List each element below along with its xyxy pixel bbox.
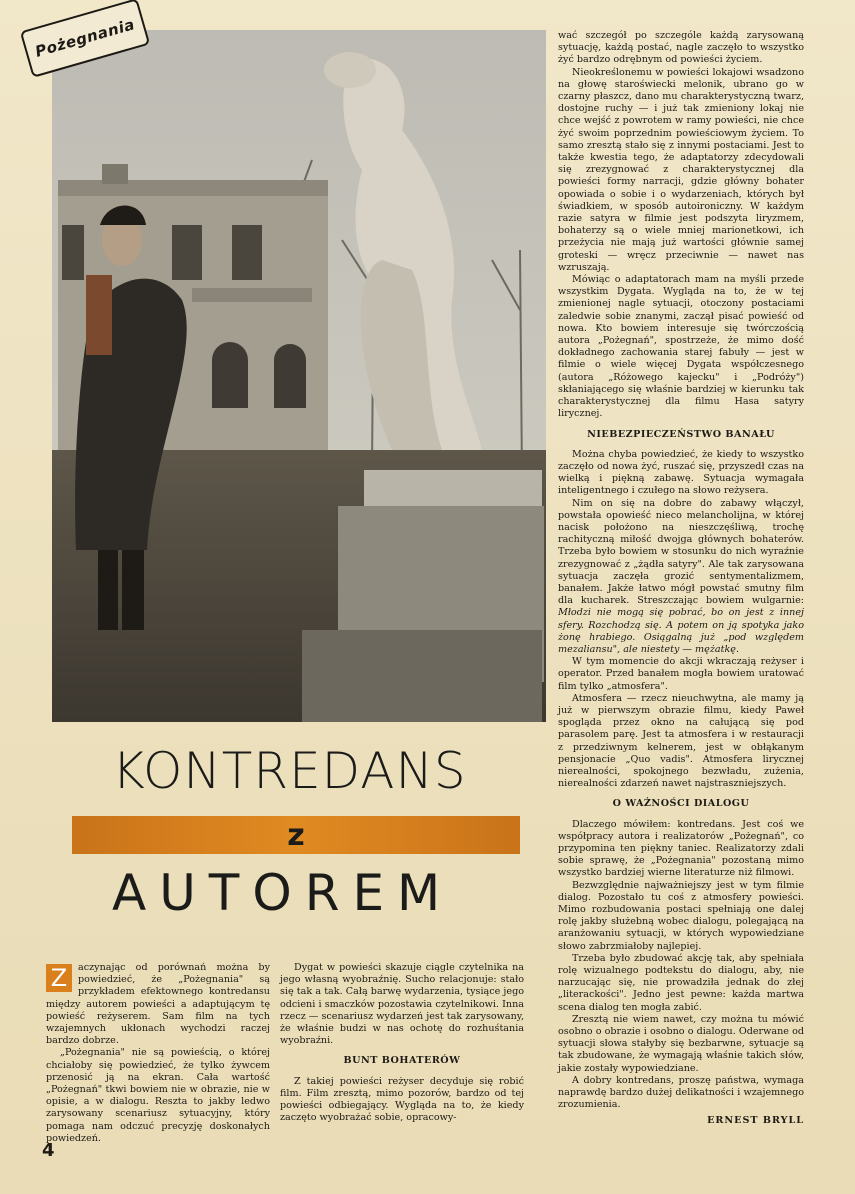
title-orange-band xyxy=(72,816,520,854)
paragraph: W tym momencie do akcji wkraczają reżyser i operator. Przed banałem mogła bowiem uratować film tylko „atmosfera". xyxy=(558,656,804,692)
drop-cap: Z xyxy=(46,964,72,992)
paragraph: Bezwzględnie najważniejszy jest w tym filmie dialog. Pozostało tu coś z atmosfery powieści. Mimo rozbudowania postaci spełniają one dalej rolę jakby służebną wobec dialogu, polegającą na aranżowaniu sytuacji, w których wypowiedziane słowo zabrzmiałoby najlepiej. xyxy=(558,879,804,952)
article-column-left xyxy=(46,962,270,1145)
article-column-right xyxy=(558,30,804,1128)
author-signature: ERNEST BRYLL xyxy=(707,1115,804,1127)
paragraph: Można chyba powiedzieć, że kiedy to wszystko zaczęło od nowa żyć, ruszać się, przyszedł czas na wielką i piękną zabawę. Sytuacja wymagała inteligentnego i czułego na słowo reżysera. xyxy=(558,448,804,497)
paragraph: Nieokreślonemu w powieści lokajowi wsadzono na głowę staroświecki melonik, ubrano go w czarny płaszcz, dano mu charakterystyczną twarz, dostojne ruchy — i już tak zmieniony lokaj nie chce wejść z powrotem w ramy powieści, nie chce żyć swoim poprzednim powieściowym życiem. To samo zresztą stało się z innymi postaciami. Jest to także kwestia tego, że adaptatorzy zdecydowali się zrezygnować z charakterystycznej dla powieści formy narracji, gdzie główny bohater opowiada o sobie i o wydarzeniach, których był świadkiem, w sposób autoironiczny. W każdym razie satyra w filmie jest podszyta liryzmem, bohaterzy są o wiele mniej marionetkowi, ich przeżycia nie mają już wartości głównie samej groteski — wręcz przeciwnie — nawet nas wzruszają. xyxy=(558,66,804,273)
paragraph: Z takiej powieści reżyser decyduje się robić film. Film zresztą, mimo pozorów, bardzo od tej powieści odbiegający. Wygląda na to, że kiedy zaczęto wyobrażać sobie, opracowy- xyxy=(280,1075,524,1124)
section-tag: Pożegnania xyxy=(20,0,151,78)
section-heading: O WAŻNOŚCI DIALOGU xyxy=(612,798,750,810)
paragraph: Dlaczego mówiłem: kontredans. Jest coś we współpracy autora i realizatorów „Pożegnań", co przypomina ten piękny taniec. Realizatorzy zdali sobie sprawę, że „Pożegnania" pozostaną mimo wszystko bardziej wierne literaturze niż filmowi. xyxy=(558,818,804,879)
paragraph: Trzeba było zbudować akcję tak, aby spełniała rolę wizualnego podtekstu do dialogu, aby, nie narzucając się, nie prowadziła jednak do złej „literackości". Jedno jest pewne: każda martwa scena dialog ten mogła zabić. xyxy=(558,952,804,1013)
paragraph: wać szczegół po szczególe każdą zarysowaną sytuację, każdą postać, nagle zaczęło to wszystko żyć bardzo odrębnym od powieści życiem. xyxy=(558,30,804,66)
paragraph: Mówiąc o adaptatorach mam na myśli przede wszystkim Dygata. Wygląda na to, że w tej zmienionej nagle sytuacji, otoczony postaciami zaledwie sobie znanymi, zaczął pisać powieść od nowa. Kto bowiem interesuje się twórczością autora „Pożegnań", spostrzeże, że mimo dość dokładnego zachowania starej fabuły — jest w filmie o wiele więcej Dygata współczesnego (autora „Różowego kajecku" i „Podróży") skłaniającego się właśnie bardziej w kierunku tak charakterystycznej dla filmu Hasa satyry lirycznej. xyxy=(558,274,804,420)
title-line-2: z xyxy=(287,817,305,853)
section-heading: NIEBEZPIECZEŃSTWO BANAŁU xyxy=(587,428,775,440)
page-number: 4 xyxy=(42,1140,55,1161)
paragraph: A dobry kontredans, proszę państwa, wymaga naprawdę bardzo dużej delikatności i wzajemnego zrozumienia. xyxy=(558,1074,804,1111)
paragraph: Zresztą nie wiem nawet, czy można tu mówić osobno o obrazie i osobno o dialogu. Oderwane od sytuacji słowa stałyby się bezbarwne, sytuacje są tak zbudowane, że wymagają właśnie takich słów, jakie zostały wypowiedziane. xyxy=(558,1013,804,1074)
italic-quote: Młodzi nie mogą się pobrać, bo on jest z innej sfery. Rozchodzą się. A potem on ją spotyka jako żonę hrabiego. Osiągalną już „pod względem mezaliansu", ale niestety — mężatkę. xyxy=(558,607,804,655)
title-line-1: KONTREDANS xyxy=(112,742,467,800)
article-column-middle xyxy=(280,962,524,1124)
paragraph-text: Nim on się na dobre do zabawy włączył, powstała opowieść nieco melancholijna, w której nacisk położono na nieszczęśliwą, trochę rachityczną miłość dwojga głównych bohaterów. Trzeba było bowiem w stosunku do nich wyraźnie zrezygnować z „żądła satyry". Ale tak zarysowana sytuacja zaczęła grozić sentymentalizmem, banałem. Jakże łatwo mógł powstać smutny film dla kucharek. Streszczając bowiem wulgarnie: xyxy=(558,497,804,607)
paragraph xyxy=(46,962,270,1047)
section-heading: BUNT BOHATERÓW xyxy=(343,1055,461,1067)
paragraph-text: aczynając od porównań można by powiedzieć, że „Pożegnania" są przykładem efektownego kontredansu między autorem powieści a adaptującym tę powieść reżyserem. Sam film na tych wzajemnych ukłonach wychodzi raczej bardzo dobrze. xyxy=(46,962,270,1047)
title-line-3: AUTOREM xyxy=(112,864,454,922)
photo-illustration xyxy=(52,30,546,722)
paragraph: Dygat w powieści skazuje ciągle czytelnika na jego własną wyobraźnię. Sucho relacjonuje: stało się tak a tak. Całą barwę wydarzenia, tysiące jego odcieni i smaczków pozostawia czytelnikowi. Inna rzecz — scenariusz wydarzeń jest tak zarysowany, że właśnie budzi w nas ochotę do rozhuśtania wyobraźni. xyxy=(280,962,524,1047)
paragraph: Atmosfera — rzecz nieuchwytna, ale mamy ją już w pierwszym obrazie filmu, kiedy Paweł spogląda przez okno na całującą się pod parasolem parę. Jest ta atmosfera i w restauracji z przedziwnym kelnerem, jest w obłąkanym pensjonacie „Quo vadis". Atmosfera lirycznej nierealności, spokojnego bezwładu, zużenia, nierealności zdarzeń nawet najstraszniejszych. xyxy=(558,692,804,790)
paragraph xyxy=(558,498,804,657)
film-still-photo xyxy=(52,30,546,722)
paragraph: „Pożegnania" nie są powieścią, o której chciałoby się powiedzieć, że tylko żywcem przenosić ją na ekran. Cała wartość „Pożegnań" tkwi bowiem nie w obrazie, nie w opisie, a w dialogu. Reszta to jakby ledwo zarysowany scenariusz sytuacyjny, który pomaga nam odczuć precyzję doskonałych powiedzeń. xyxy=(46,1047,270,1144)
